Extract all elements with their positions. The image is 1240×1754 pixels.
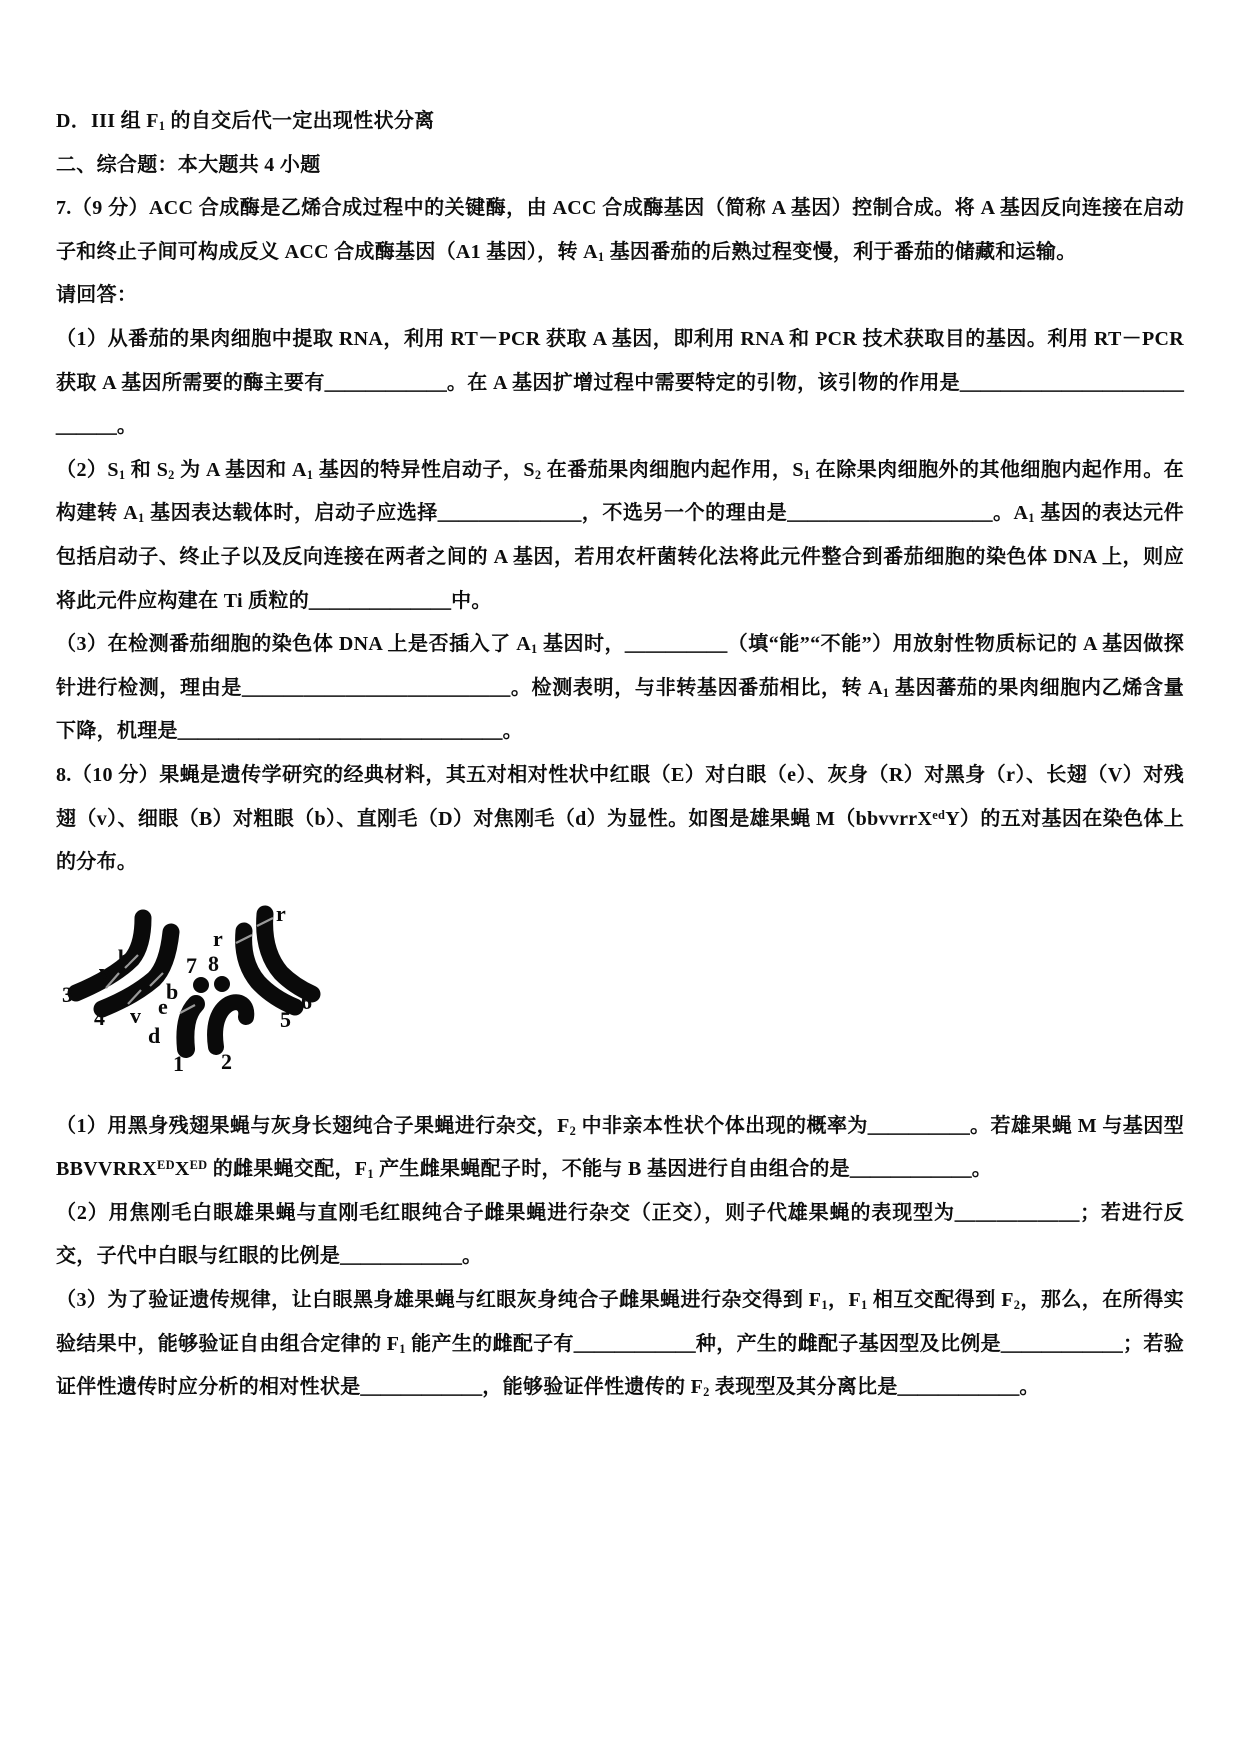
gene-e-label: e	[158, 993, 168, 1019]
q7-part3: （3）在检测番茄细胞的染色体 DNA 上是否插入了 $A_1$ 基因时，＿＿＿＿＿（填“能”“不能”）用放射性物质标记的 A 基因做探针进行检测，理由是＿＿＿＿＿＿＿＿＿＿＿＿＿。检测表明，与非转基因番茄相比，转 $A_1$ 基因蕃茄的果肉细胞内乙烯含量下降，机理是＿＿＿＿＿＿＿＿＿＿＿＿＿＿＿＿。	[56, 633, 1184, 743]
gene-b-lower-label: b	[166, 978, 179, 1004]
gene-v-lower-label: v	[130, 1002, 141, 1028]
chromosome-7-shape	[193, 977, 209, 993]
q8-part2: （2）用焦刚毛白眼雄果蝇与直刚毛红眼纯合子雌果蝇进行杂交（正交），则子代雄果蝇的表现型为＿＿＿＿＿＿；若进行反交，子代中白眼与红眼的比例是＿＿＿＿＿＿。	[56, 1201, 1184, 1268]
chromosome-5-label: 5	[280, 1006, 291, 1032]
chromosome-4-label: 4	[94, 1004, 105, 1030]
gene-b-upper-label: b	[118, 944, 131, 970]
chromosome-6-label: 6	[301, 988, 312, 1014]
chromosome-6-shape	[265, 914, 312, 994]
chromosome-diagram	[58, 901, 328, 1079]
gene-r-right-label: r	[276, 900, 286, 926]
q7-prompt: 请回答：	[56, 284, 138, 307]
gene-r-left-label: r	[213, 925, 223, 951]
q7-part2: $(2)S_1$ 和 $S_2$ 为 A 基因和 $A_1$ 基因的特异性启动子，$S_2$ 在番茄果肉细胞内起作用，$S_1$ 在除果肉细胞外的其他细胞内起作用。在构建转 $A_1$ 基因表达载体时，启动子应选择＿＿＿＿＿＿＿，不选另一个的理由是＿＿＿＿＿＿＿＿＿＿。$A_1$ 基因的表达元件包括启动子、终止子以及反向连接在两者之间的 A 基因，若用农杆菌转化法将此元件整合到番茄细胞的染色体 DNA 上，则应将此元件应构建在 Ti 质粒的＿＿＿＿＿＿＿中。	[56, 458, 1184, 612]
q7-intro: 7.（9 分）ACC 合成酶是乙烯合成过程中的关键酶，由 ACC 合成酶基因（简称 A 基因）控制合成。将 A 基因反向连接在启动子和终止子间可构成反义 ACC 合成酶基因（A1 基因），转 $A_1$ 基因番茄的后熟过程变慢，利于番茄的储藏和运输。	[56, 197, 1184, 264]
gene-v-upper-label: v	[99, 958, 110, 984]
chromosome-8-shape	[214, 976, 230, 992]
chromosome-2-label: 2	[221, 1048, 232, 1074]
chromosome-y-shape	[215, 1002, 246, 1047]
gene-d-label: d	[148, 1022, 161, 1048]
option-d: D．III 组 $F_1$ 的自交后代一定出现性状分离	[56, 110, 435, 134]
q8-intro: 8.（10 分）果蝇是遗传学研究的经典材料，其五对相对性状中红眼（E）对白眼（e）、灰身（R）对黑身（r）、长翅（V）对残翅（v）、细眼（B）对粗眼（b）、直刚毛（D）对焦刚毛（d）为显性。如图是雄果蝇 M（bbvvrrX$^{ed}$Y）的五对基因在染色体上的分布。	[56, 763, 1184, 874]
q7-part1: （1）从番茄的果肉细胞中提取 RNA，利用 RT－PCR 获取 A 基因，即利用 RNA 和 PCR 技术获取目的基因。利用 RT－PCR 获取 A 基因所需要的酶主要有＿＿＿＿＿＿。在 A 基因扩增过程中需要特定的引物，该引物的作用是＿＿＿＿＿＿＿＿＿＿＿＿＿＿。	[56, 327, 1184, 438]
q8-part3: （3）为了验证遗传规律，让白眼黑身雄果蝇与红眼灰身纯合子雌果蝇进行杂交得到 $F_1$，$F_1$ 相互交配得到 $F_2$，那么，在所得实验结果中，能够验证自由组合定律的 $F_1$ 能产生的雌配子有＿＿＿＿＿＿种，产生的雌配子基因型及比例是＿＿＿＿＿＿；若验证伴性遗传时应分析的相对性状是＿＿＿＿＿＿，能够验证伴性遗传的 $F_2$ 表现型及其分离比是＿＿＿＿＿＿。	[56, 1289, 1184, 1400]
section-header: 二、综合题：本大题共 4 小题	[56, 153, 321, 176]
chromosome-1-label: 1	[173, 1050, 184, 1076]
q8-part1: （1）用黑身残翅果蝇与灰身长翅纯合子果蝇进行杂交，$F_2$ 中非亲本性状个体出现的概率为＿＿＿＿＿。若雄果蝇 M 与基因型 $BBVVRRX^{ED}X^{ED}$ 的雌果蝇交配，$F_1$ 产生雌果蝇配子时，不能与 B 基因进行自由组合的是＿＿＿＿＿＿。	[56, 1114, 1184, 1182]
chromosome-x-shape	[185, 1004, 196, 1049]
chromosome-8-label: 8	[208, 950, 219, 976]
chromosome-3-label: 3	[62, 981, 73, 1007]
chromosome-7-label: 7	[186, 952, 197, 978]
